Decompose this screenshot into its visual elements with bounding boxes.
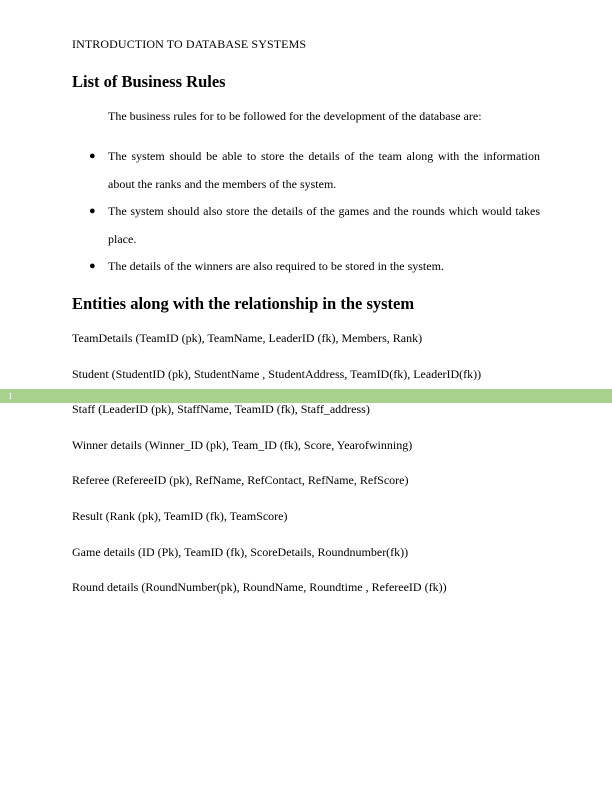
list-item-text: The system should be able to store the details of the team along with the information about the ranks and the members of the system. <box>108 149 540 191</box>
entity-line: Student (StudentID (pk), StudentName , StudentAddress, TeamID(fk), LeaderID(fk)) <box>72 367 482 381</box>
entity-line: Round details (RoundNumber(pk), RoundName, Roundtime , RefereeID (fk)) <box>72 580 447 594</box>
list-item <box>72 253 540 281</box>
entity-line: Referee (RefereeID (pk), RefName, RefContact, RefName, RefScore) <box>72 473 409 487</box>
bullet-icon: ● <box>89 205 96 217</box>
section-title-business-rules: List of Business Rules <box>72 72 226 91</box>
bullet-icon: ● <box>89 260 96 272</box>
list-item <box>72 143 540 198</box>
list-item-text: The system should also store the details of the games and the rounds which would takes place. <box>108 204 540 246</box>
entity-line: Staff (LeaderID (pk), StaffName, TeamID (fk), Staff_address) <box>72 402 370 416</box>
entity-line: Result (Rank (pk), TeamID (fk), TeamScore) <box>72 509 288 523</box>
running-header: INTRODUCTION TO DATABASE SYSTEMS <box>72 37 307 51</box>
bullet-icon: ● <box>89 150 96 162</box>
entity-line: TeamDetails (TeamID (pk), TeamName, LeaderID (fk), Members, Rank) <box>72 331 423 345</box>
business-rules-list <box>72 143 540 281</box>
page-break-band <box>0 389 612 403</box>
list-item-text: The details of the winners are also required to be stored in the system. <box>108 259 444 273</box>
entity-line: Game details (ID (Pk), TeamID (fk), ScoreDetails, Roundnumber(fk)) <box>72 545 409 559</box>
page-number-marker: 1 <box>8 391 13 401</box>
business-rules-intro: The business rules for to be followed for the development of the database are: <box>108 109 482 123</box>
entity-line: Winner details (Winner_ID (pk), Team_ID (fk), Score, Yearofwinning) <box>72 438 413 452</box>
section-title-entities: Entities along with the relationship in the system <box>72 294 415 313</box>
list-item <box>72 198 540 253</box>
